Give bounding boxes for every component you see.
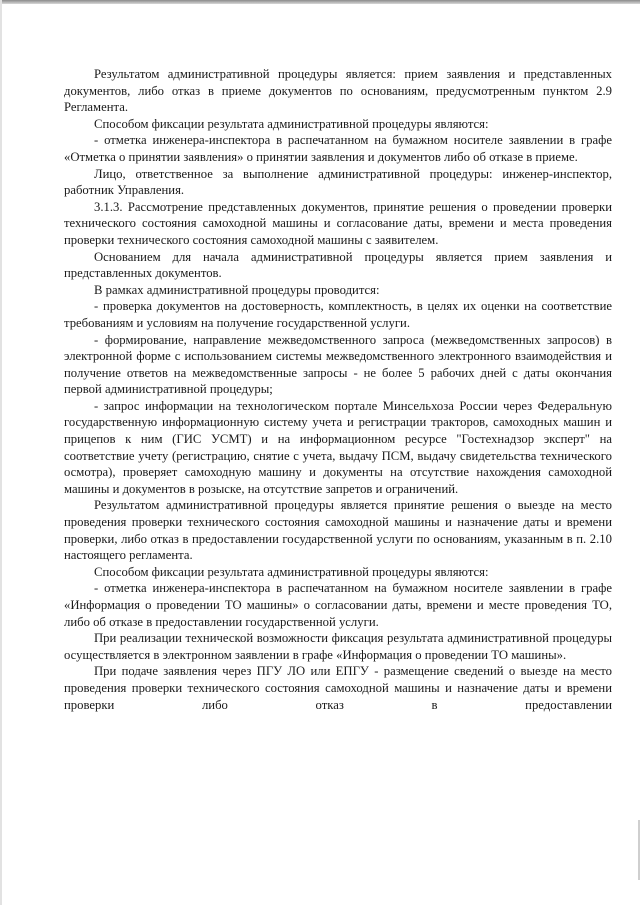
paragraph-info-request: - запрос информации на технологическом портале Минсельхоза России через Федеральную государственную информационную систему учета и регистрации тракторов, самоходных машин и прицепов к ним (ГИС УСМТ) и на информационном ресурсе "Гостехнадзор эксперт" на соответствие учету (регистрацию, снятие с учета, выдачу ПСМ, выдачу свидетельства технического осмотра), проверяет самоходную машину и документы на отсутствие нахождения самоходной машины и документов в розыске, на отсутствие запретов и ограничений. bbox=[64, 398, 612, 496]
paragraph-responsible-person: Лицо, ответственное за выполнение административной процедуры: инженер-инспектор, работник Управления. bbox=[64, 166, 612, 198]
paragraph-document-check: - проверка документов на достоверность, комплектность, в целях их оценки на соответствие требованиям и условиям на получение государственной услуги. bbox=[64, 299, 612, 330]
paragraph-result-decision: Результатом административной процедуры является принятие решения о выезде на место проведения проверки технического состояния самоходной машины и назначение даты и времени проверки, либо отказ в предоставлении государственной услуги по основаниям, указанным в п. 2.10 настоящего регламента. bbox=[64, 498, 612, 563]
paragraph-portal-submission: При подаче заявления через ПГУ ЛО или ЕПГУ - размещение сведений о выезде на место проведения проверки технического состояния самоходной машины и назначение даты и времени проверки либо отказ в предоставлении bbox=[64, 664, 612, 712]
paragraph-fixation-method: Способом фиксации результата административной процедуры являются: bbox=[94, 116, 489, 131]
paragraph-within-procedure: В рамках административной процедуры проводится: bbox=[94, 282, 380, 297]
paragraph-interagency-request: - формирование, направление межведомственного запроса (межведомственных запросов) в электронной форме с использованием системы межведомственного электронного взаимодействия и получение ответов на межведомственные запросы - не более 5 рабочих дней с даты окончания первой административной процедуры; bbox=[64, 332, 612, 397]
paragraph-result-intake: Результатом административной процедуры является: прием заявления и представленных документов, либо отказ в приеме документов по основаниям, предусмотренным пунктом 2.9 Регламента. bbox=[64, 67, 612, 115]
paragraph-section-3-1-3: 3.1.3. Рассмотрение представленных документов, принятие решения о проведении проверки технического состояния самоходной машины и согласование даты, времени и места проведения проверки технического состояния самоходной машины с заявителем. bbox=[64, 199, 612, 247]
document-page bbox=[64, 66, 612, 713]
paragraph-fixation-method-2: Способом фиксации результата административной процедуры являются: bbox=[94, 564, 489, 579]
scan-edge-left bbox=[0, 0, 2, 905]
paragraph-mark-inspection-info: - отметка инженера-инспектора в распечатанном на бумажном носителе заявлении в графе «Информация о проведении ТО машины» о согласовании даты, времени и месте проведения ТО, либо об отказе в предоставлении государственной услуги. bbox=[64, 581, 612, 629]
paragraph-grounds-start: Основанием для начала административной процедуры является прием заявления и представленных документов. bbox=[64, 249, 612, 281]
paragraph-electronic-fixation: При реализации технической возможности фиксация результата административной процедуры осуществляется в электронном заявлении в графе «Информация о проведении ТО машины». bbox=[64, 631, 612, 662]
scan-edge-top bbox=[0, 0, 640, 4]
paragraph-mark-acceptance: - отметка инженера-инспектора в распечатанном на бумажном носителе заявлении в графе «Отметка о принятии заявления» о принятии заявления и документов либо об отказе в приеме. bbox=[64, 133, 612, 164]
